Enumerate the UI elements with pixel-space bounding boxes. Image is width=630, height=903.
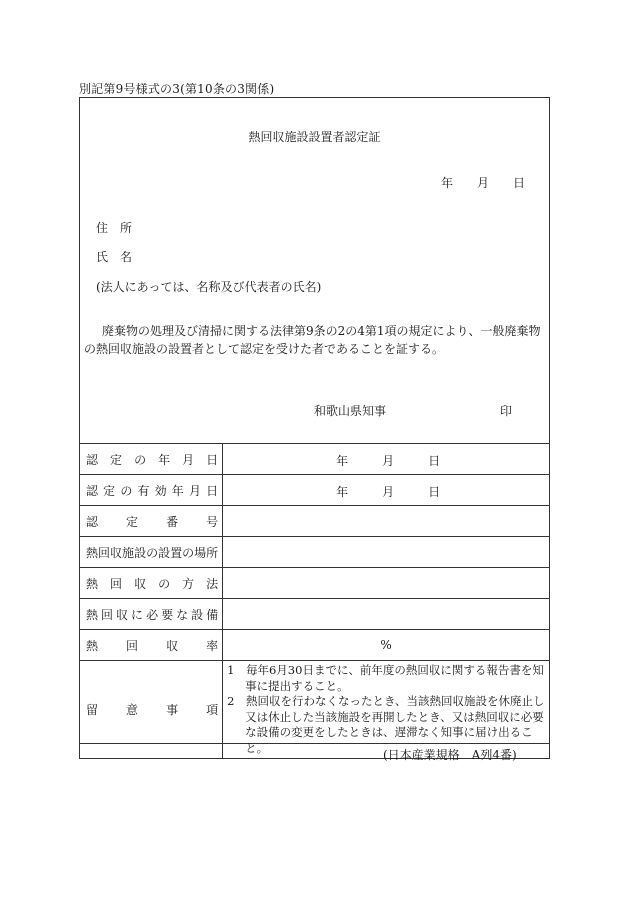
certification-date-value <box>223 444 550 475</box>
label-char: 意 <box>126 703 139 717</box>
method-value <box>223 568 550 599</box>
label-char: 置 <box>170 545 183 560</box>
label-char: 年 <box>171 483 184 498</box>
label-char: に <box>131 607 144 622</box>
label-char: の <box>120 483 133 498</box>
cert-day: 日 <box>428 454 441 468</box>
label-char: 所 <box>206 545 219 560</box>
governor-title: 和歌山県知事 <box>314 404 387 418</box>
label-char: 熱 <box>86 607 99 622</box>
label-char: 収 <box>116 607 129 622</box>
label-char: 熱 <box>86 638 99 653</box>
paper-size-note: (日本産業規格 A列4番) <box>383 748 517 762</box>
percent-sign: % <box>380 638 392 652</box>
label-char: 法 <box>206 576 219 591</box>
table-row <box>80 537 550 568</box>
name-label: 氏 名 <box>96 250 133 264</box>
cert-number-value <box>223 506 550 537</box>
issue-day: 日 <box>513 176 526 190</box>
label-char: 回 <box>126 638 139 653</box>
label-char: 日 <box>206 452 219 467</box>
label-char: 効 <box>154 483 167 498</box>
label-char: 回 <box>101 607 114 622</box>
label-char: 熱 <box>86 545 99 560</box>
label-char: 場 <box>194 545 207 560</box>
notes-value <box>223 661 550 759</box>
label-char: 認 <box>86 514 99 529</box>
note-2: 2 熱回収を行わなくなったとき、当該熱回収施設を休廃止し又は休止した当該施設を再開したとき、又は熱回収に必要な設備の変更をしたときは、遅滞なく知事に届け出ること。 <box>227 694 545 755</box>
row-label-equipment <box>80 599 223 630</box>
recovery-rate-value <box>223 630 550 661</box>
table-row <box>80 506 550 537</box>
label-char: 留 <box>86 703 99 717</box>
table-row <box>80 475 550 506</box>
row-label-notes <box>80 661 223 759</box>
row-label-cert-number <box>80 506 223 537</box>
row-label-location <box>80 537 223 568</box>
row-label-certification-date <box>80 444 223 475</box>
table-row <box>80 599 550 630</box>
label-char: 収 <box>166 638 179 653</box>
label-char: 認 <box>86 483 99 498</box>
row-label-valid-date <box>80 475 223 506</box>
label-char: 年 <box>158 452 171 467</box>
table-row <box>80 444 550 475</box>
label-char: 収 <box>134 576 147 591</box>
label-char: 回 <box>110 576 123 591</box>
valid-month: 月 <box>382 485 395 499</box>
corporate-note: (法人にあっては、名称及び代表者の氏名) <box>96 280 322 294</box>
label-char: 回 <box>98 545 111 560</box>
location-value <box>223 537 550 568</box>
valid-year: 年 <box>336 485 349 499</box>
label-char: 号 <box>206 514 219 529</box>
certification-text: 廃棄物の処理及び清掃に関する法律第9条の2の4第1項の規定により、一般廃棄物の熱回収施設の設置者として認定を受けた者であることを証する。 <box>84 324 541 356</box>
address-label: 住 所 <box>96 221 133 235</box>
details-table <box>79 443 550 759</box>
label-char: 設 <box>158 545 171 560</box>
label-char: 方 <box>182 576 195 591</box>
label-char: 定 <box>110 452 123 467</box>
label-char: 必 <box>146 607 159 622</box>
label-char: の <box>158 576 171 591</box>
row-label-recovery-rate <box>80 630 223 661</box>
label-char: 日 <box>206 483 219 498</box>
equipment-value <box>223 599 550 630</box>
label-char: 項 <box>206 703 219 717</box>
label-char: 収 <box>110 545 123 560</box>
label-char: の <box>182 545 195 560</box>
form-label: 別記第9号様式の3(第10条の3関係) <box>79 82 275 96</box>
label-char: の <box>146 545 159 560</box>
seal-mark: 印 <box>500 404 513 418</box>
label-char: 設 <box>134 545 147 560</box>
label-char: 率 <box>206 638 219 653</box>
label-char: 有 <box>137 483 150 498</box>
table-row <box>80 661 550 759</box>
valid-date-value <box>223 475 550 506</box>
certificate-title: 熱回収施設設置者認定証 <box>248 130 381 144</box>
label-char: 定 <box>126 514 139 529</box>
cert-year: 年 <box>336 454 349 468</box>
label-char: 番 <box>166 514 179 529</box>
note-1: 1 毎年6月30日までに、前年度の熱回収に関する報告書を知事に提出すること。 <box>227 663 544 693</box>
label-char: 要 <box>161 607 174 622</box>
label-char: 設 <box>191 607 204 622</box>
row-label-method <box>80 568 223 599</box>
label-char: 定 <box>103 483 116 498</box>
label-char: 月 <box>182 452 195 467</box>
table-row <box>80 630 550 661</box>
issue-year: 年 <box>441 176 454 190</box>
valid-day: 日 <box>428 485 441 499</box>
label-char: 月 <box>188 483 201 498</box>
label-char: 施 <box>122 545 135 560</box>
label-char: 事 <box>166 703 179 717</box>
label-char: な <box>176 607 189 622</box>
label-char: 認 <box>86 452 99 467</box>
table-row <box>80 568 550 599</box>
label-char: 備 <box>206 607 219 622</box>
label-char: 熱 <box>86 576 99 591</box>
label-char: の <box>134 452 147 467</box>
issue-month: 月 <box>477 176 490 190</box>
cert-month: 月 <box>382 454 395 468</box>
